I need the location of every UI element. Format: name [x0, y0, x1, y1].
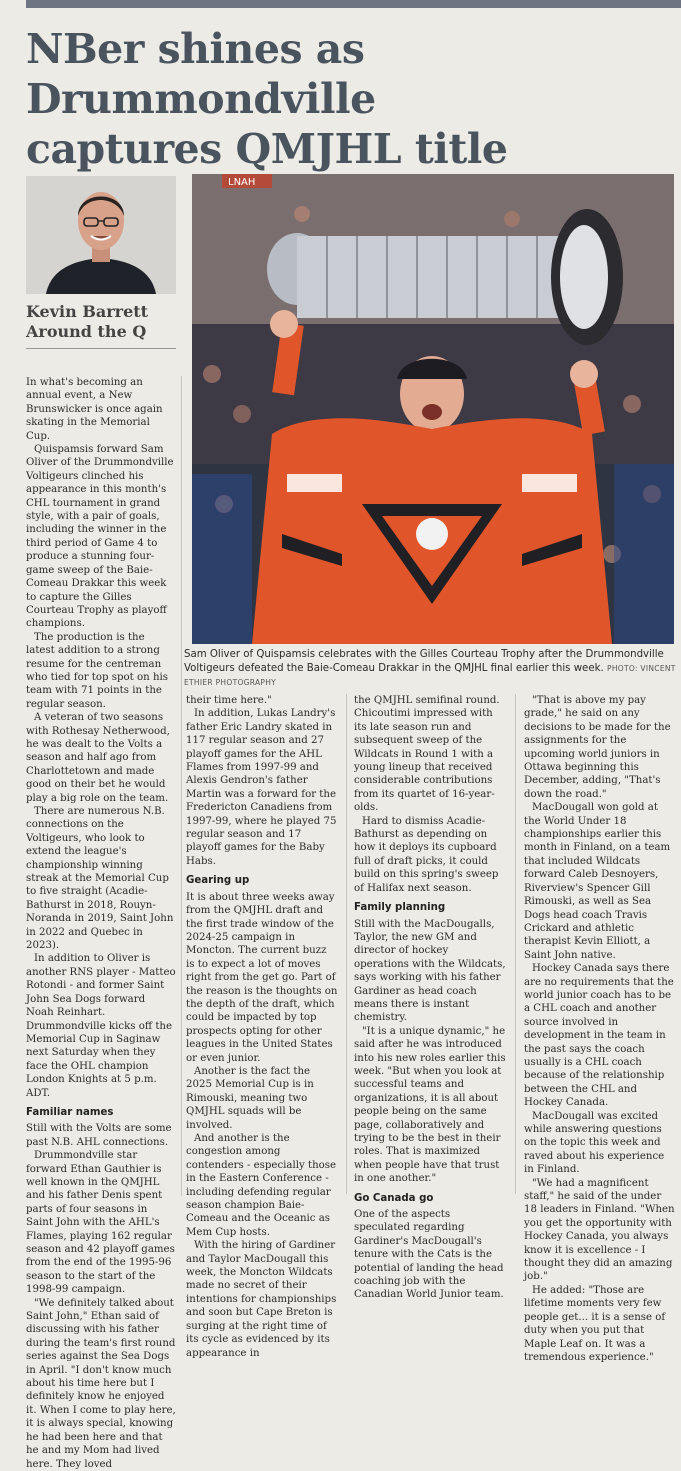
- subhead-go-canada-go: Go Canada go: [354, 1192, 434, 1204]
- subhead-gearing-up: Gearing up: [186, 875, 250, 887]
- paragraph: In what's becoming an annual event, a New Brunswicker is once again skating in the Memorial Cup.: [26, 377, 163, 442]
- paragraph: "We definitely talked about Saint John," Ethan said of discussing with his father during the team's first round series against the Sea Dogs in April. "I don't know much about his time here but I definitely know he enjoyed it. When I come to play here, it is always special, knowing he had been here and that he and my Mom had lived here. They loved: [26, 1297, 176, 1470]
- column-divider: [346, 694, 347, 1194]
- column-divider: [181, 376, 182, 1196]
- subhead-familiar-names: Familiar names: [26, 1106, 114, 1118]
- paragraph: Another is the fact the 2025 Memorial Cup is in Rimouski, meaning two QMJHL squads will be involved.: [186, 1065, 314, 1131]
- headline-line-2: captures QMJHL title: [26, 125, 508, 173]
- paragraph: MacDougall won gold at the World Under 18 championships earlier this month in Finland, on a team that included Wildcats forward Caleb Desnoyers, Riverview's Spencer Gill Rimouski, as well as Sea Dogs head coach Travis Crickard and athletic therapist Kevin Elliott, a Saint John native.: [524, 802, 671, 961]
- masthead-rule: [26, 0, 681, 8]
- subhead-family-planning: Family planning: [354, 902, 446, 914]
- paragraph: Still with the Volts are some past N.B. AHL connections.: [26, 1123, 172, 1148]
- paragraph: "That is above my pay grade," he said on any decisions to be made for the assignments for the upcoming world juniors in Ottawa beginning this December, adding, "That's down the road.": [524, 695, 671, 800]
- article-column-2: [186, 694, 338, 1360]
- paragraph: MacDougall was excited while answering questions on the topic this week and raved about his experience in Finland.: [524, 1110, 665, 1176]
- photo-caption: [184, 648, 676, 690]
- paragraph: Drummondville star forward Ethan Gauthier is well known in the QMJHL and his father Denis spent parts of four seasons in Saint John with the AHL's Flames, playing 162 regular season and 42 playoff games from the end of the 1995-96 season to the start of the 1998-99 campaign.: [26, 1150, 175, 1296]
- arena-board-text: LNAH: [228, 177, 256, 188]
- paragraph: It is about three weeks away from the QMJHL draft and the first trade window of the 2024-25 campaign in Moncton. The current buzz is to expect a lot of moves right from the get go. Part of the reason is the thoughts on the depth of the draft, which could be impacted by top prospects opting for other leagues in the United States or even junior.: [186, 891, 338, 1064]
- byline-column: Around the Q: [26, 322, 147, 341]
- paragraph: There are numerous N.B. connections on the Voltigeurs, who look to extend the league's championship winning streak at the Memorial Cup to five straight (Acadie-Bathurst in 2018, Rouyn-Noranda in 2019, Saint John in 2022 and Quebec in 2023).: [26, 806, 174, 952]
- byline-divider: [26, 348, 176, 349]
- article-column-4: [524, 694, 676, 1364]
- paragraph: In addition, Lukas Landry's father Eric Landry skated in 117 regular season and 27 playoff games for the AHL Flames from 1997-99 and Alexis Gendron's father Martin was a forward for the Fredericton Canadiens from 1997-99, where he played 75 regular season and 17 playoff games for the Baby Habs.: [186, 708, 337, 867]
- paragraph: Hard to dismiss Acadie-Bathurst as depending on how it deploys its cupboard full of draft picks, it could build on this spring's sweep of Halifax next season.: [354, 815, 499, 894]
- paragraph: He added: "Those are lifetime moments very few people get... it is a sense of duty when you put that Maple Leaf on. It was a tremendous experience.": [524, 1284, 666, 1363]
- article-column-1: [26, 376, 176, 1471]
- paragraph: Still with the MacDougalls, Taylor, the new GM and director of hockey operations with the Wildcats, says working with his father Gardiner as head coach means there is instant chemistry.: [354, 918, 506, 1024]
- paragraph: The production is the latest addition to a strong resume for the centreman who tied for top spot on his team with 71 points in the regular season.: [26, 631, 168, 710]
- paragraph: Hockey Canada says there are no requirements that the world junior coach has to be a CHL coach and another source involved in development in the team in the past says the coach usually is a CHL coach because of the relationship between the CHL and Hockey Canada.: [524, 963, 674, 1109]
- column-divider: [515, 694, 516, 1194]
- paragraph: their time here.": [186, 695, 272, 706]
- paragraph: And another is the congestion among contenders - especially those in the Eastern Conference - including defending regular season champion Baie-Comeau and the Oceanic as Mem Cup hosts.: [186, 1133, 337, 1238]
- paragraph: One of the aspects speculated regarding Gardiner's MacDougall's tenure with the Cats is the potential of landing the head coaching job with the Canadian World Junior team.: [354, 1209, 504, 1301]
- trophy-celebration-icon: [192, 174, 674, 644]
- photo-credit: PHOTO: VINCENT ETHIER PHOTOGRAPHY: [184, 664, 676, 687]
- caption-text: Sam Oliver of Quispamsis celebrates with the Gilles Courteau Trophy after the Drummondville Voltigeurs defeated the Baie-Comeau Drakkar in the QMJHL final earlier this week.: [184, 649, 664, 674]
- paragraph: In addition to Oliver is another RNS player - Matteo Rotondi - and former Saint John Sea Dogs forward Noah Reinhart. Drummondville kicks off the Memorial Cup in Saginaw next Saturday when they face the OHL champion London Knights at 5 p.m. ADT.: [26, 953, 176, 1099]
- columnist-headshot: [26, 176, 176, 294]
- paragraph: "We had a magnificent staff," he said of the under 18 leaders in Finland. "When you get the opportunity with Hockey Canada, you always know it is excellence - I thought they did an amazing job.": [524, 1177, 675, 1283]
- paragraph: Quispamsis forward Sam Oliver of the Drummondville Voltigeurs clinched his appearance in this month's CHL tournament in grand style, with a pair of goals, including the winner in the third period of Game 4 to produce a stunning four-game sweep of the Baie-Comeau Drakkar this week to capture the Gilles Courteau Trophy as playoff champions.: [26, 444, 174, 630]
- paragraph: "It is a unique dynamic," he said after he was introduced into his new roles earlier this week. "But when you look at successful teams and organizations, it is all about people being on the same page, collaboratively and trying to be the best in their roles. That is maximized when people have that trust in one another.": [354, 1025, 506, 1185]
- byline-author: Kevin Barrett: [26, 302, 149, 321]
- headline-line-1: NBer shines as Drummondville: [26, 25, 376, 123]
- columnist-portrait-icon: [26, 176, 176, 294]
- paragraph: A veteran of two seasons with Rothesay Netherwood, he was dealt to the Volts a season and half ago from Charlottetown and made good on their bet he would play a big role on the team.: [26, 712, 170, 804]
- hockey-player-trophy-photo: [192, 174, 674, 644]
- article-column-3: [354, 694, 506, 1302]
- paragraph: the QMJHL semifinal round. Chicoutimi impressed with its late season run and subsequent sweep of the Wildcats in Round 1 with a young lineup that received considerable contributions from its quartet of 16-year-olds.: [354, 695, 500, 814]
- paragraph: With the hiring of Gardiner and Taylor MacDougall this week, the Moncton Wildcats made no secret of their intentions for championships and soon but Cape Breton is surging at the right time of its cycle as evidenced by its appearance in: [186, 1240, 337, 1359]
- headline: [26, 24, 676, 174]
